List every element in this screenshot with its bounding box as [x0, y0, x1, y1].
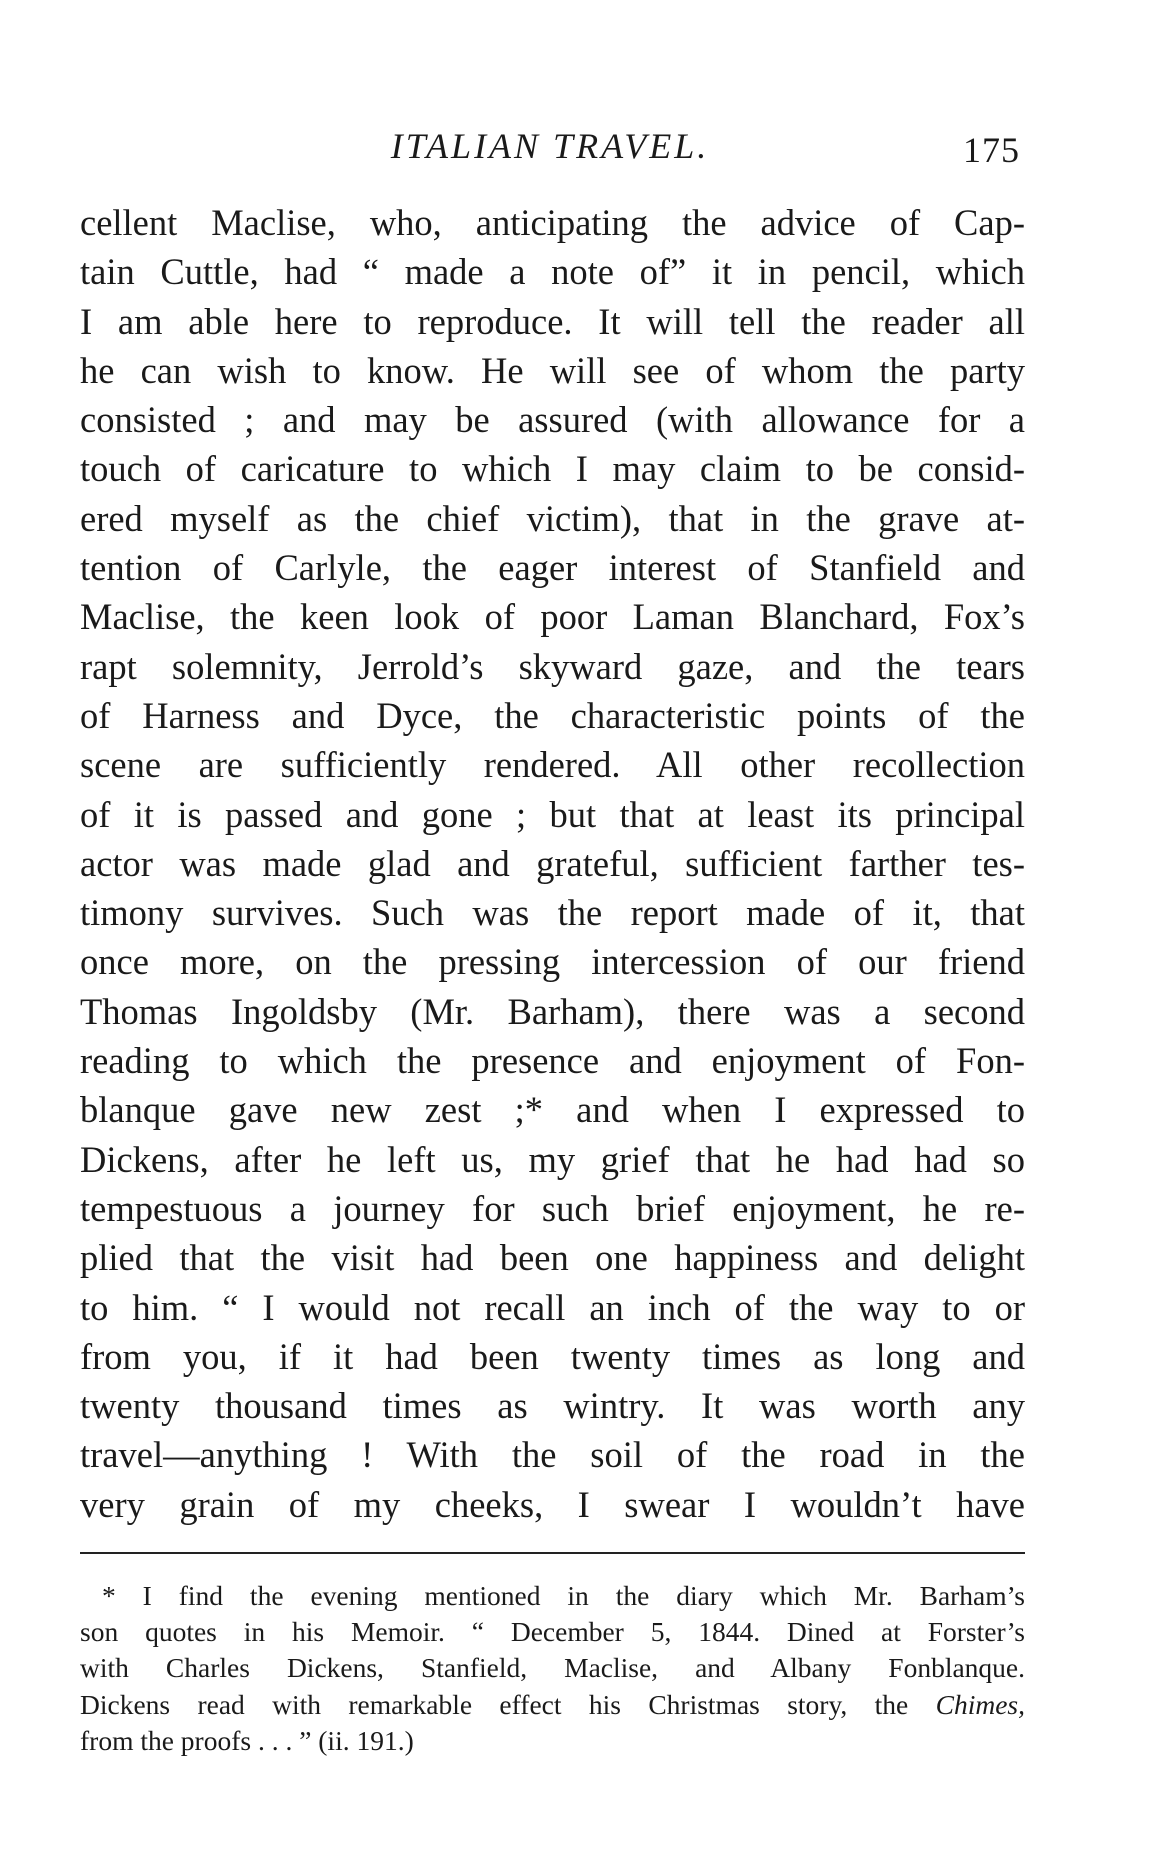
text-line-13: of it is passed and gone ; but that at least its principal [80, 793, 1025, 835]
footnote-line-5: from the proofs . . . ” (ii. 191.) [80, 1724, 414, 1756]
footnote-line-1: * I find the evening mentioned in the diary which Mr. Barham’s [102, 1580, 1025, 1611]
text-line-12: scene are sufficiently rendered. All other recollection [80, 744, 1025, 786]
text-line-4: he can wish to know. He will see of whom the party [80, 349, 1025, 391]
text-line-19: blanque gave new zest ;* and when I expressed to [80, 1089, 1025, 1131]
footnote-line-2: son quotes in his Memoir. “ December 5, 1844. Dined at Forster’s [80, 1616, 1025, 1648]
text-line-26: travel—anything ! With the soil of the road in the [80, 1434, 1025, 1476]
text-line-9: Maclise, the keen look of poor Laman Blanchard, Fox’s [80, 596, 1025, 638]
footnote-line-3: with Charles Dickens, Stanfield, Maclise, and Albany Fonblanque. [80, 1652, 1025, 1684]
body-text [80, 198, 1025, 1529]
text-line-8: tention of Carlyle, the eager interest of Stanfield and [80, 547, 1025, 589]
text-line-18: reading to which the presence and enjoyment of Fon- [80, 1040, 1025, 1082]
text-line-2: tain Cuttle, had “ made a note of” it in pencil, which [80, 251, 1025, 293]
text-line-6: touch of caricature to which I may claim to be consid- [80, 448, 1025, 490]
footnote-rule [80, 1552, 1025, 1554]
text-line-1: cellent Maclise, who, anticipating the advice of Cap- [80, 202, 1025, 243]
running-head [80, 125, 1020, 175]
text-line-27: very grain of my cheeks, I swear I wouldn’t have [80, 1483, 1025, 1525]
text-line-14: actor was made glad and grateful, sufficient farther tes- [80, 842, 1025, 884]
text-line-21: tempestuous a journey for such brief enjoyment, he re- [80, 1187, 1025, 1229]
text-line-23: to him. “ I would not recall an inch of the way to or [80, 1286, 1025, 1328]
footnote-line-4-text: Dickens read with remarkable effect his Christmas story, the [80, 1688, 936, 1720]
text-line-25: twenty thousand times as wintry. It was worth any [80, 1385, 1025, 1427]
running-title: ITALIAN TRAVEL. [390, 126, 710, 166]
text-line-11: of Harness and Dyce, the characteristic points of the [80, 694, 1025, 736]
book-title-chimes: Chimes, [935, 1688, 1025, 1720]
text-line-24: from you, if it had been twenty times as long and [80, 1335, 1025, 1377]
page-number: 175 [963, 130, 1020, 170]
text-line-15: timony survives. Such was the report made of it, that [80, 892, 1025, 934]
text-line-10: rapt solemnity, Jerrold’s skyward gaze, and the tears [80, 645, 1025, 687]
text-line-7: ered myself as the chief victim), that in the grave at- [80, 497, 1025, 539]
text-line-5: consisted ; and may be assured (with allowance for a [80, 399, 1025, 441]
text-line-3: I am able here to reproduce. It will tell the reader all [80, 300, 1025, 342]
text-line-22: plied that the visit had been one happiness and delight [80, 1237, 1025, 1279]
text-line-16: once more, on the pressing intercession of our friend [80, 941, 1025, 983]
text-line-20: Dickens, after he left us, my grief that he had had so [80, 1138, 1025, 1180]
text-line-17: Thomas Ingoldsby (Mr. Barham), there was a second [80, 990, 1025, 1032]
footnote-line-4 [80, 1687, 1025, 1723]
footnote [80, 1578, 1025, 1759]
